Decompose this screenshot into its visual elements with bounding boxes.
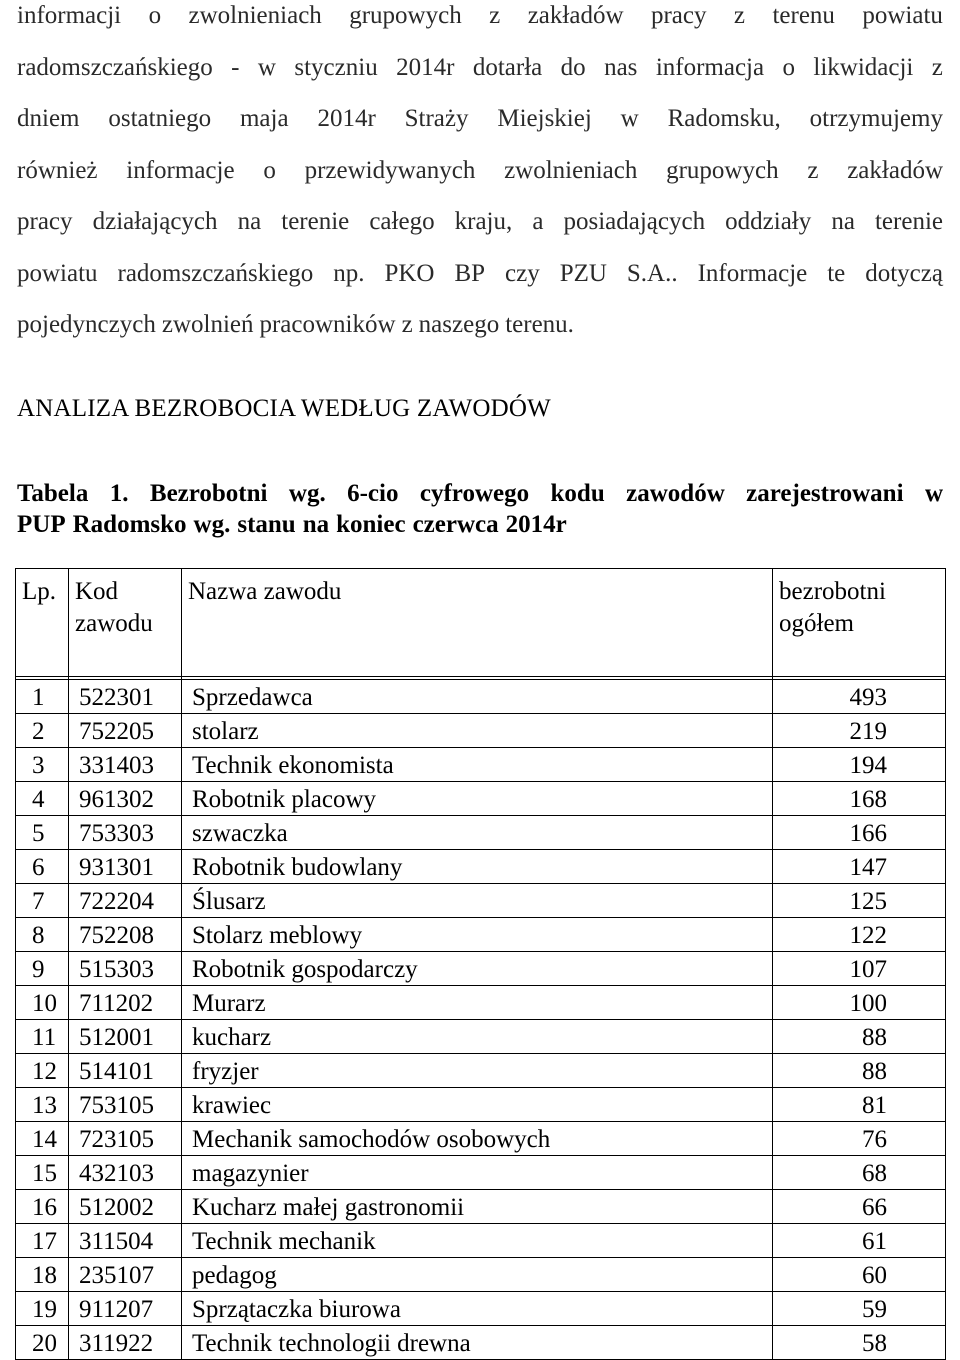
table-row [16, 1088, 946, 1122]
cell-name: pedagog [182, 1258, 773, 1292]
header-count-line2: ogółem [779, 610, 854, 637]
cell-lp: 18 [16, 1258, 69, 1292]
table-row [16, 986, 946, 1020]
table-row [16, 680, 946, 714]
table-caption [17, 478, 943, 540]
cell-lp: 2 [16, 714, 69, 748]
cell-lp: 6 [16, 850, 69, 884]
cell-name: fryzjer [182, 1054, 773, 1088]
table-row [16, 714, 946, 748]
cell-name: Mechanik samochodów osobowych [182, 1122, 773, 1156]
table-header-row [16, 569, 946, 677]
cell-lp: 17 [16, 1224, 69, 1258]
cell-count: 493 [773, 680, 946, 714]
paragraph-line: pracy działających na terenie całego kraju, a posiadających oddziały na terenie [17, 208, 943, 235]
cell-lp: 10 [16, 986, 69, 1020]
cell-kod: 311504 [69, 1224, 182, 1258]
cell-kod: 512001 [69, 1020, 182, 1054]
table-row [16, 1258, 946, 1292]
cell-lp: 5 [16, 816, 69, 850]
cell-count: 68 [773, 1156, 946, 1190]
cell-name: Ślusarz [182, 884, 773, 918]
cell-count: 125 [773, 884, 946, 918]
cell-kod: 522301 [69, 680, 182, 714]
cell-kod: 752205 [69, 714, 182, 748]
cell-name: Sprzątaczka biurowa [182, 1292, 773, 1326]
table-row [16, 1326, 946, 1360]
cell-lp: 19 [16, 1292, 69, 1326]
cell-name: magazynier [182, 1156, 773, 1190]
cell-name: Technik technologii drewna [182, 1326, 773, 1360]
cell-kod: 514101 [69, 1054, 182, 1088]
caption-line2: PUP Radomsko wg. stanu na koniec czerwca 2014r [17, 511, 567, 538]
cell-count: 122 [773, 918, 946, 952]
cell-name: stolarz [182, 714, 773, 748]
table-row [16, 748, 946, 782]
cell-lp: 20 [16, 1326, 69, 1360]
cell-name: Robotnik gospodarczy [182, 952, 773, 986]
cell-kod: 723105 [69, 1122, 182, 1156]
cell-count: 76 [773, 1122, 946, 1156]
table-row [16, 1122, 946, 1156]
caption-line1: Tabela 1. Bezrobotni wg. 6-cio cyfrowego kodu zawodów zarejestrowani w [17, 480, 943, 507]
section-heading: ANALIZA BEZROBOCIA WEDŁUG ZAWODÓW [17, 395, 551, 422]
cell-lp: 12 [16, 1054, 69, 1088]
cell-count: 107 [773, 952, 946, 986]
intro-paragraph [17, 0, 943, 361]
cell-lp: 13 [16, 1088, 69, 1122]
cell-lp: 16 [16, 1190, 69, 1224]
cell-count: 60 [773, 1258, 946, 1292]
cell-kod: 331403 [69, 748, 182, 782]
cell-lp: 4 [16, 782, 69, 816]
cell-name: szwaczka [182, 816, 773, 850]
cell-count: 61 [773, 1224, 946, 1258]
paragraph-line: pojedynczych zwolnień pracowników z naszego terenu. [17, 311, 574, 338]
cell-kod: 512002 [69, 1190, 182, 1224]
paragraph-line: dniem ostatniego maja 2014r Straży Miejskiej w Radomsku, otrzymujemy [17, 105, 943, 132]
table-row [16, 1292, 946, 1326]
unemployment-table [15, 568, 946, 1360]
header-kod-line1: Kod [75, 578, 119, 605]
cell-lp: 15 [16, 1156, 69, 1190]
header-name: Nazwa zawodu [182, 569, 773, 677]
paragraph-line: powiatu radomszczańskiego np. PKO BP czy PZU S.A.. Informacje te dotyczą [17, 259, 943, 287]
cell-count: 219 [773, 714, 946, 748]
cell-kod: 311922 [69, 1326, 182, 1360]
cell-count: 58 [773, 1326, 946, 1360]
header-count-line1: bezrobotni [779, 578, 886, 605]
table-row [16, 816, 946, 850]
cell-name: krawiec [182, 1088, 773, 1122]
cell-lp: 7 [16, 884, 69, 918]
cell-kod: 515303 [69, 952, 182, 986]
cell-count: 81 [773, 1088, 946, 1122]
cell-name: Technik mechanik [182, 1224, 773, 1258]
cell-lp: 11 [16, 1020, 69, 1054]
cell-count: 59 [773, 1292, 946, 1326]
cell-name: Kucharz małej gastronomii [182, 1190, 773, 1224]
cell-count: 147 [773, 850, 946, 884]
cell-kod: 911207 [69, 1292, 182, 1326]
cell-name: Stolarz meblowy [182, 918, 773, 952]
cell-name: Sprzedawca [182, 680, 773, 714]
cell-count: 100 [773, 986, 946, 1020]
cell-count: 168 [773, 782, 946, 816]
table-row [16, 952, 946, 986]
cell-name: Technik ekonomista [182, 748, 773, 782]
table-row [16, 1054, 946, 1088]
table-row [16, 918, 946, 952]
table-row [16, 850, 946, 884]
cell-kod: 711202 [69, 986, 182, 1020]
table-row [16, 884, 946, 918]
cell-name: Robotnik placowy [182, 782, 773, 816]
cell-kod: 722204 [69, 884, 182, 918]
cell-count: 166 [773, 816, 946, 850]
table-row [16, 1224, 946, 1258]
header-kod [69, 569, 182, 677]
cell-kod: 752208 [69, 918, 182, 952]
cell-name: Murarz [182, 986, 773, 1020]
table-row [16, 1190, 946, 1224]
cell-kod: 753303 [69, 816, 182, 850]
cell-kod: 753105 [69, 1088, 182, 1122]
cell-lp: 1 [16, 680, 69, 714]
cell-lp: 3 [16, 748, 69, 782]
cell-kod: 931301 [69, 850, 182, 884]
cell-lp: 8 [16, 918, 69, 952]
cell-kod: 235107 [69, 1258, 182, 1292]
paragraph-line: również informacje o przewidywanych zwolnieniach grupowych z zakładów [17, 156, 943, 184]
cell-count: 194 [773, 748, 946, 782]
cell-name: kucharz [182, 1020, 773, 1054]
cell-lp: 9 [16, 952, 69, 986]
cell-count: 88 [773, 1020, 946, 1054]
cell-kod: 432103 [69, 1156, 182, 1190]
cell-lp: 14 [16, 1122, 69, 1156]
table-row [16, 782, 946, 816]
cell-count: 66 [773, 1190, 946, 1224]
header-count [773, 569, 946, 677]
cell-name: Robotnik budowlany [182, 850, 773, 884]
paragraph-line: radomszczańskiego - w styczniu 2014r dotarła do nas informacja o likwidacji z [17, 53, 943, 81]
table-row [16, 1020, 946, 1054]
header-kod-line2: zawodu [75, 610, 153, 637]
cell-count: 88 [773, 1054, 946, 1088]
header-lp: Lp. [16, 569, 69, 677]
table-row [16, 1156, 946, 1190]
cell-kod: 961302 [69, 782, 182, 816]
paragraph-line: informacji o zwolnieniach grupowych z zakładów pracy z terenu powiatu [17, 2, 943, 29]
